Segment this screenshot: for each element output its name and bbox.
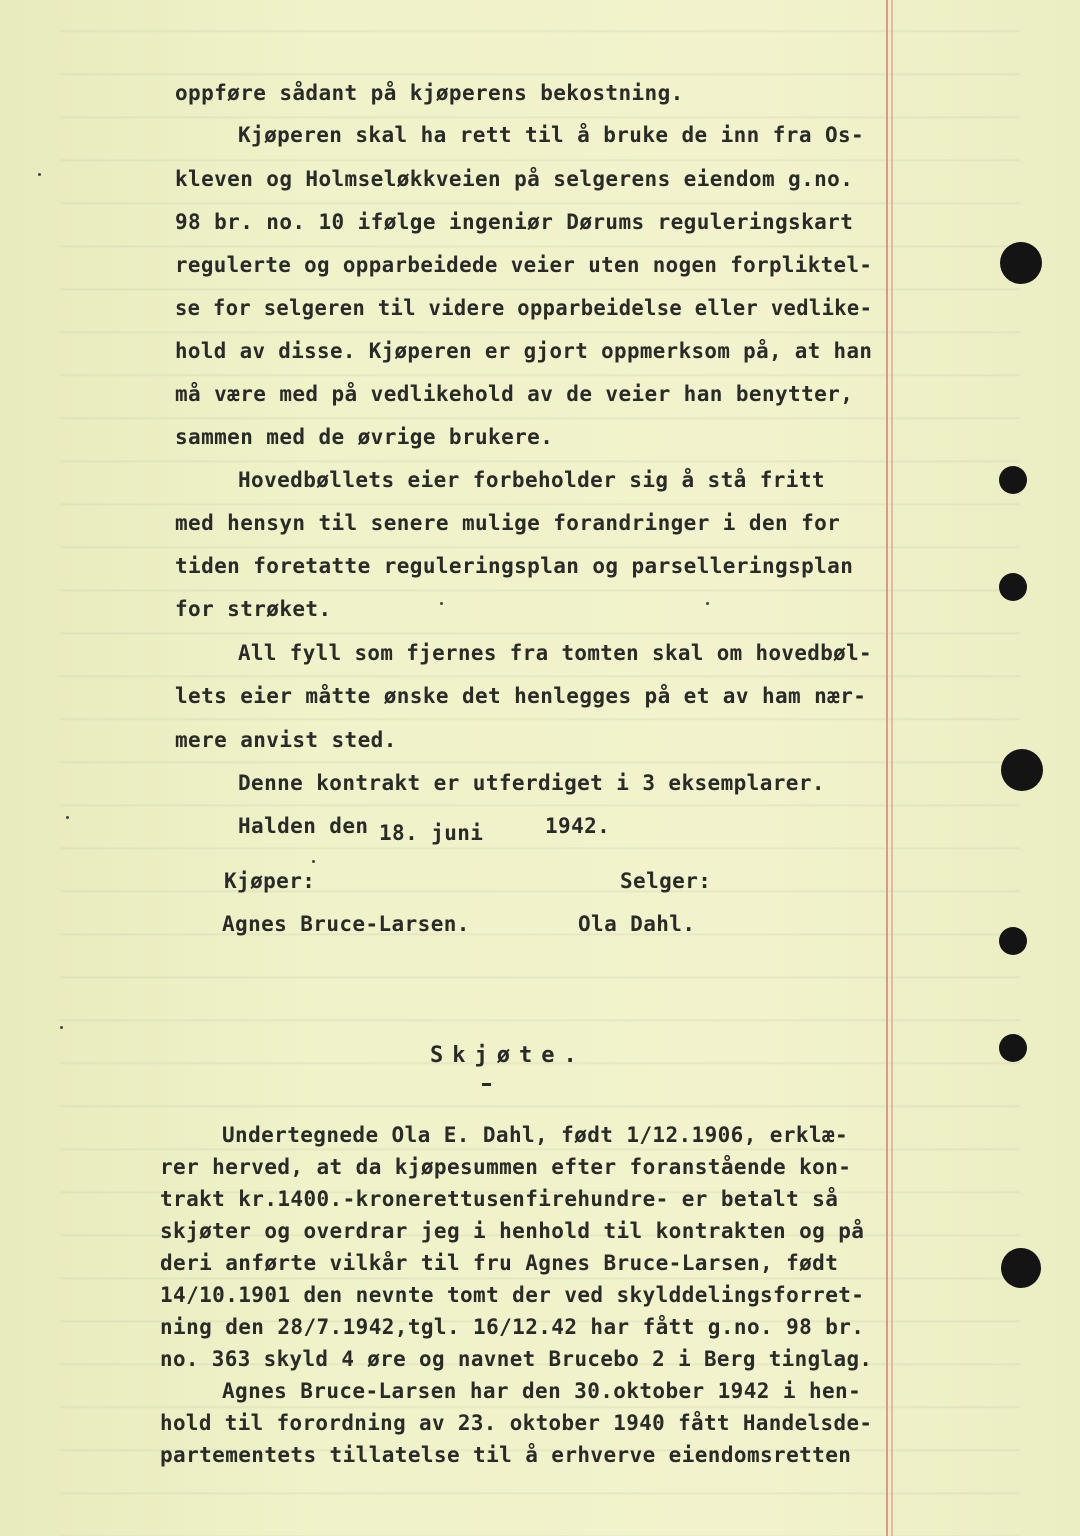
text-line: Undertegnede Ola E. Dahl, født 1/12.1906, erklæ- bbox=[222, 1123, 849, 1147]
text-line: trakt kr.1400.-kronerettusenfirehundre- er betalt så bbox=[160, 1187, 839, 1211]
binder-hole-icon bbox=[999, 1034, 1027, 1062]
stray-mark bbox=[312, 860, 315, 863]
text-line: deri anførte vilkår til fru Agnes Bruce-Larsen, født bbox=[160, 1251, 839, 1275]
text-line: Agnes Bruce-Larsen har den 30.oktober 1942 i hen- bbox=[222, 1379, 862, 1403]
text-line: 98 br. no. 10 ifølge ingeniør Dørums reguleringskart bbox=[175, 210, 854, 234]
text-line: skjøter og overdrar jeg i henhold til kontrakten og på bbox=[160, 1219, 865, 1243]
text-line: hold av disse. Kjøperen er gjort oppmerksom på, at han bbox=[175, 339, 873, 363]
date-day: 18. juni bbox=[379, 821, 484, 845]
text-line: 14/10.1901 den nevnte tomt der ved skylddelingsforret- bbox=[160, 1283, 865, 1307]
text-line: for strøket. bbox=[175, 597, 332, 621]
buyer-name: Agnes Bruce-Larsen. bbox=[222, 912, 470, 936]
text-line: mere anvist sted. bbox=[175, 728, 397, 752]
text-line: kleven og Holmseløkkveien på selgerens eiendom g.no. bbox=[175, 167, 854, 191]
seller-name: Ola Dahl. bbox=[578, 912, 696, 936]
text-line: hold til forordning av 23. oktober 1940 fått Handelsde- bbox=[160, 1411, 873, 1435]
date-place: Halden den bbox=[238, 814, 369, 838]
date-year: 1942. bbox=[545, 814, 611, 838]
binder-hole-icon bbox=[1001, 1248, 1041, 1288]
stray-mark bbox=[66, 816, 69, 819]
text-line: med hensyn til senere mulige forandringer i den for bbox=[175, 511, 841, 535]
text-line: ning den 28/7.1942,tgl. 16/12.42 har fått g.no. 98 br. bbox=[160, 1315, 865, 1339]
stray-mark bbox=[60, 1026, 63, 1029]
text-line: rer herved, at da kjøpesummen efter foranstående kon- bbox=[160, 1155, 852, 1179]
stray-mark bbox=[38, 173, 41, 176]
text-line: no. 363 skyld 4 øre og navnet Brucebo 2 i Berg tinglag. bbox=[160, 1347, 873, 1371]
margin-rule bbox=[886, 0, 888, 1536]
binder-hole-icon bbox=[999, 927, 1027, 955]
text-line: lets eier måtte ønske det henlegges på et av ham nær- bbox=[175, 684, 867, 708]
text-line: Kjøperen skal ha rett til å bruke de inn fra Os- bbox=[238, 123, 865, 147]
seller-label: Selger: bbox=[620, 869, 712, 893]
binder-hole-icon bbox=[1000, 242, 1042, 284]
binder-hole-icon bbox=[999, 466, 1027, 494]
text-line: Denne kontrakt er utferdiget i 3 eksemplarer. bbox=[238, 771, 825, 795]
margin-rule-secondary bbox=[891, 0, 893, 1536]
binder-hole-icon bbox=[999, 573, 1027, 601]
stray-mark bbox=[706, 602, 709, 605]
text-line: må være med på vedlikehold av de veier han benytter, bbox=[175, 382, 854, 406]
text-line: All fyll som fjernes fra tomten skal om hovedbøl- bbox=[238, 641, 873, 665]
text-line: sammen med de øvrige brukere. bbox=[175, 425, 554, 449]
text-line: oppføre sådant på kjøperens bekostning. bbox=[175, 81, 684, 105]
text-line: tiden foretatte reguleringsplan og parselleringsplan bbox=[175, 554, 854, 578]
binder-hole-icon bbox=[1001, 749, 1043, 791]
stray-mark bbox=[440, 602, 443, 605]
text-line: regulerte og opparbeidede veier uten nogen forpliktel- bbox=[175, 253, 873, 277]
deed-heading: Skjøte. bbox=[430, 1043, 586, 1068]
text-line: se for selgeren til videre opparbeidelse eller vedlike- bbox=[175, 296, 873, 320]
text-line: Hovedbøllets eier forbeholder sig å stå fritt bbox=[238, 468, 825, 492]
text-line: partementets tillatelse til å erhverve eiendomsretten bbox=[160, 1443, 852, 1467]
buyer-label: Kjøper: bbox=[224, 869, 316, 893]
heading-underline-dash bbox=[482, 1083, 491, 1086]
